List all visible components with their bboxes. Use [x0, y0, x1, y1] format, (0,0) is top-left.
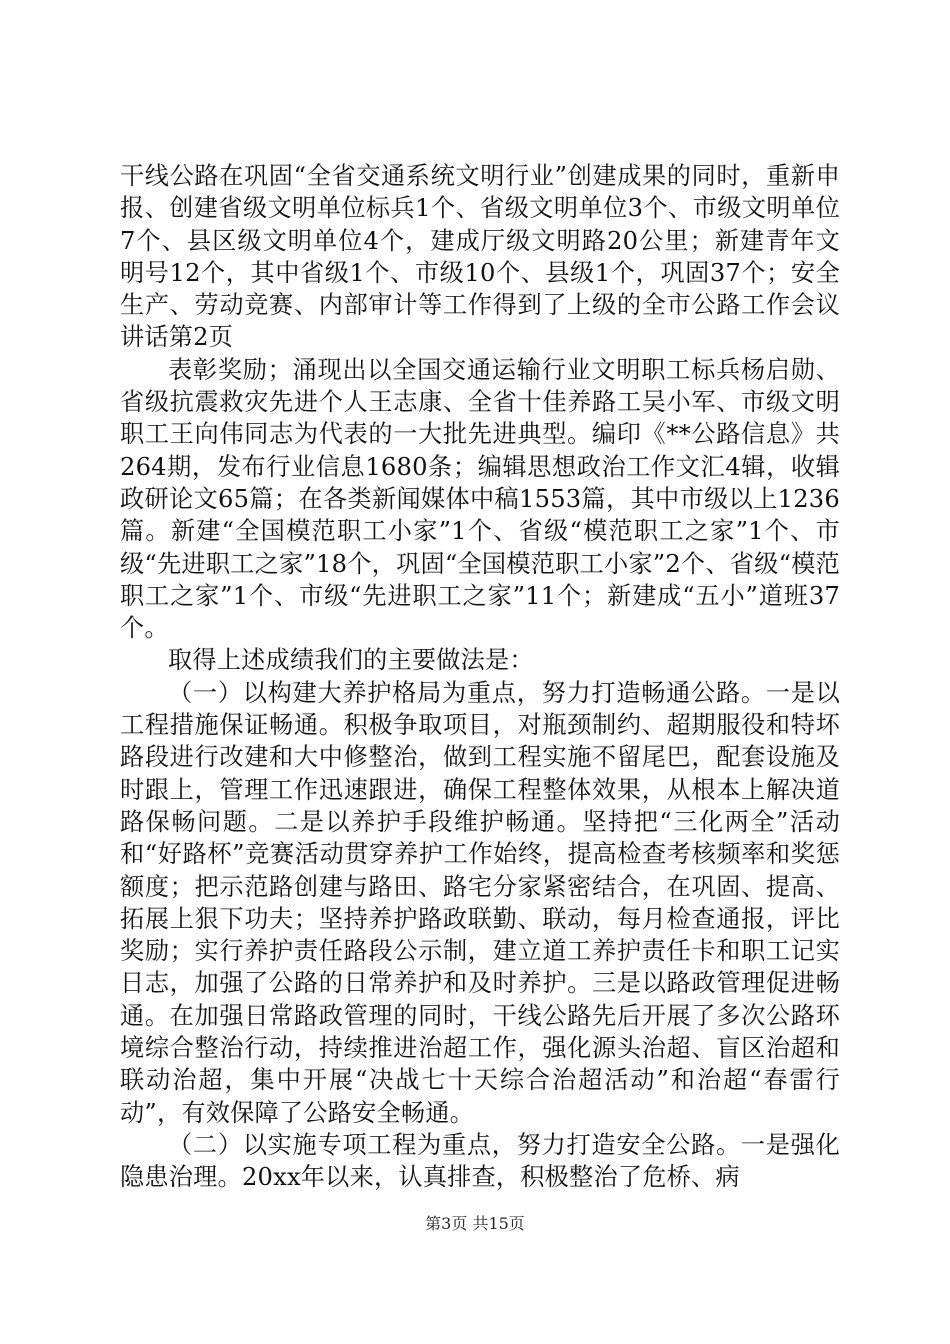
paragraph-2: 表彰奖励；涌现出以全国交通运输行业文明职工标兵杨启勋、省级抗震救灾先进个人王志康、全省十佳养路工吴小军、市级文明职工王向伟同志为代表的一大批先进典型。编印《**公路信息》共264期，发布行业信息1680条；编辑思想政治工作文汇4辑，收辑政研论文65篇；在各类新闻媒体中稿1553篇，其中市级以上1236篇。新建“全国模范职工小家”1个、省级“模范职工之家”1个、市级“先进职工之家”18个，巩固“全国模范职工小家”2个、省级“模范职工之家”1个、市级“先进职工之家”11个；新建成“五小”道班37个。: [120, 355, 840, 643]
paragraph-1: 干线公路在巩固“全省交通系统文明行业”创建成果的同时，重新申报、创建省级文明单位标兵1个、省级文明单位3个、市级文明单位7个、县区级文明单位4个，建成厅级文明路20公里；新建青年文明号12个，其中省级1个、市级10个、县级1个，巩固37个；安全生产、劳动竞赛、内部审计等工作得到了上级的全市公路工作会议讲话第2页: [120, 162, 840, 352]
paragraph-4: （一）以构建大养护格局为重点，努力打造畅通公路。一是以工程措施保证畅通。积极争取项目，对瓶颈制约、超期服役和特坏路段进行改建和大中修整治，做到工程实施不留尾巴，配套设施及时跟上，管理工作迅速跟进，确保工程整体效果，从根本上解决道路保畅问题。二是以养护手段维护畅通。坚持把“三化两全”活动和“好路杯”竞赛活动贯穿养护工作始终，提高检查考核频率和奖惩额度；把示范路创建与路田、路宅分家紧密结合，在巩固、提高、拓展上狠下功夫；坚持养护路政联勤、联动，每月检查通报，评比奖励；实行养护责任路段公示制，建立道工养护责任卡和职工记实日志，加强了公路的日常养护和及时养护。三是以路政管理促进畅通。在加强日常路政管理的同时，干线公路先后开展了多次公路环境综合整治行动，持续推进治超工作，强化源头治超、盲区治超和联动治超，集中开展“决战七十天综合治超活动”和治超“春雷行动”，有效保障了公路安全畅通。: [120, 678, 840, 1127]
page-number-footer: 第3页 共15页: [425, 1214, 525, 1233]
paragraph-5: （二）以实施专项工程为重点，努力打造安全公路。一是强化隐患治理。20xx年以来，认真排查，积极整治了危桥、病: [120, 1130, 840, 1192]
document-body: [120, 160, 840, 1194]
paragraph-3: 取得上述成绩我们的主要做法是：: [168, 646, 534, 675]
